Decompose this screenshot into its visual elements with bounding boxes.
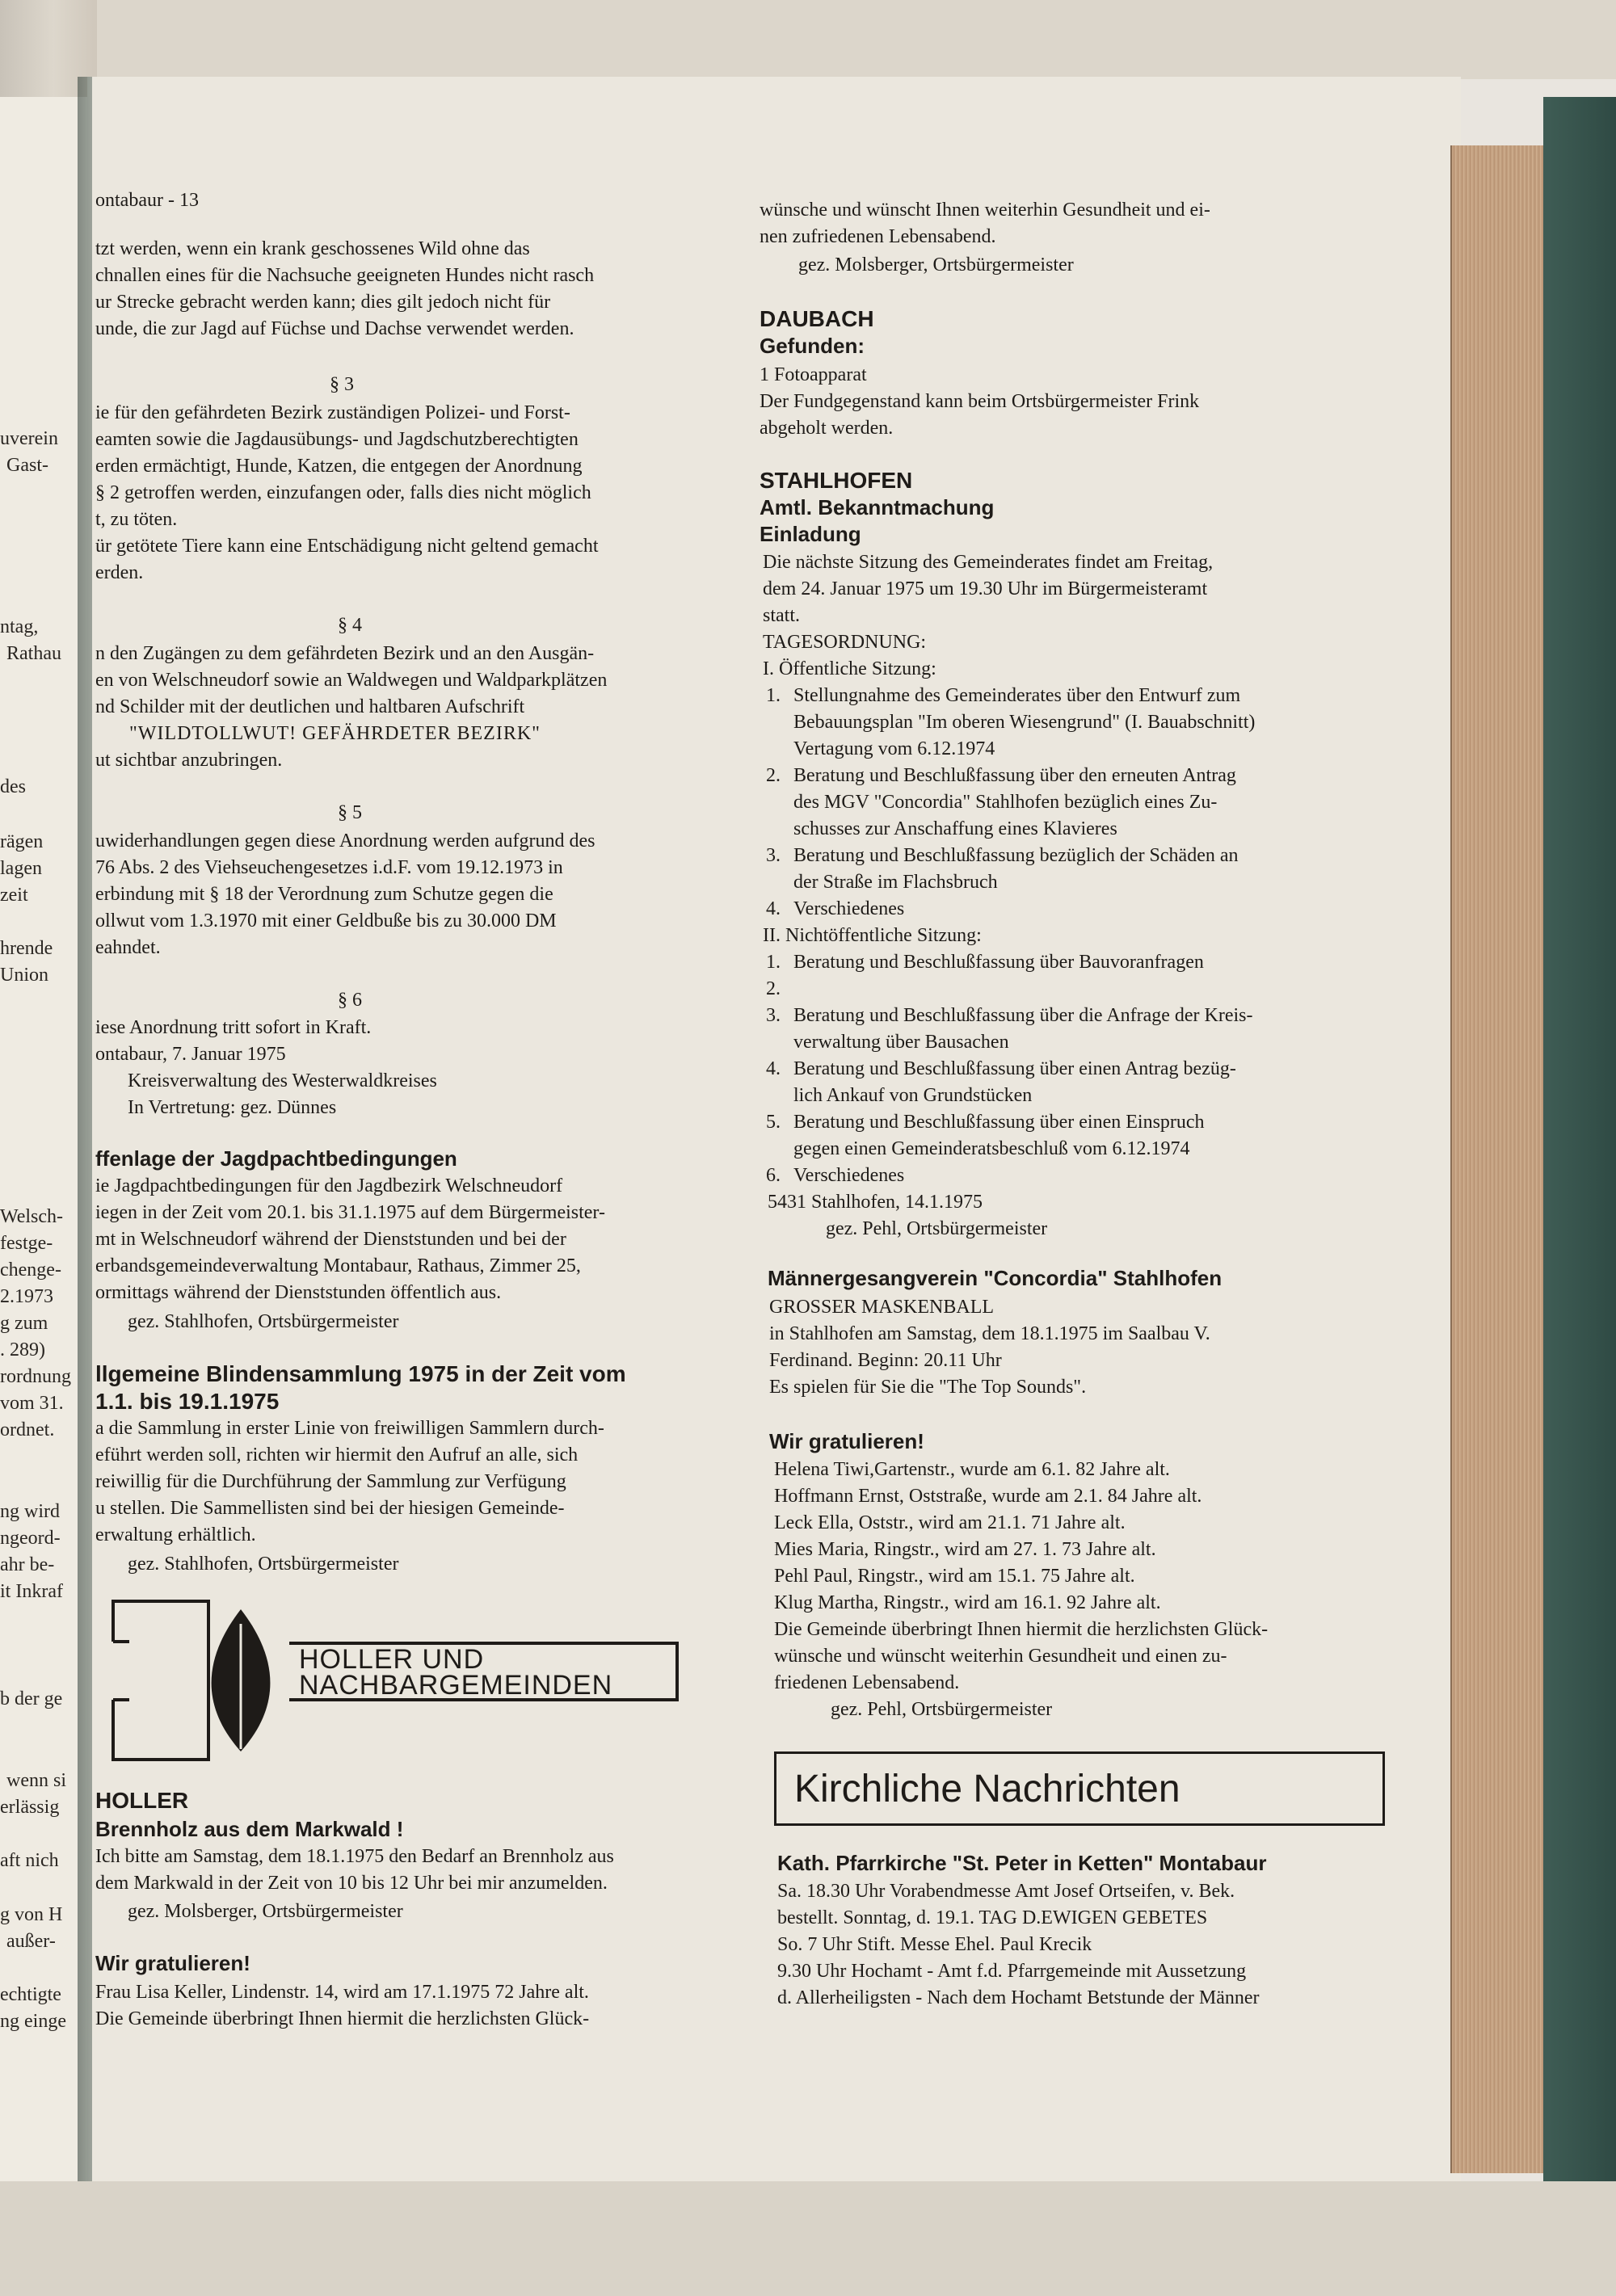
section-heading: Männergesangverein "Concordia" Stahlhofen [768,1266,1223,1290]
left-fragment: hrende [0,938,53,959]
left-fragment: zeit [0,885,28,906]
left-fragment: Union [0,965,48,986]
text-line: statt. [763,605,800,626]
text-line: Die Gemeinde überbringt Ihnen hiermit die herzlichsten Glück- [774,1619,1269,1640]
text-line: dem 24. Januar 1975 um 19.30 Uhr im Bürgermeisteramt [763,578,1208,599]
text-line: Die Gemeinde überbringt Ihnen hiermit die herzlichsten Glück- [95,2008,590,2029]
agenda-line: Verschiedenes [793,1165,905,1186]
section-heading: DAUBACH [760,306,874,331]
text-line: wünsche und wünscht weiterhin Gesundheit und einen zu- [774,1646,1227,1667]
text-line: Der Fundgegenstand kann beim Ortsbürgermeister Frink [760,391,1200,412]
text-line: Frau Lisa Keller, Lindenstr. 14, wird am 17.1.1975 72 Jahre alt. [95,1982,589,2003]
left-fragment: lagen [0,858,42,879]
text-line: in Stahlhofen am Samstag, dem 18.1.1975 im Saalbau V. [769,1323,1210,1344]
section-heading: llgemeine Blindensammlung 1975 in der Zeit vom [95,1361,626,1386]
signature: gez. Pehl, Ortsbürgermeister [831,1699,1053,1720]
text-line: Mies Maria, Ringstr., wird am 27. 1. 73 Jahre alt. [774,1539,1156,1560]
text-line: Ferdinand. Beginn: 20.11 Uhr [769,1350,1002,1371]
section-heading: ffenlage der Jagdpachtbedingungen [95,1146,457,1171]
text-line: reiwillig für die Durchführung der Sammlung zur Verfügung [95,1471,566,1492]
text-line: eamten sowie die Jagdausübungs- und Jagdschutzberechtigten [95,429,579,450]
agenda-number: 4. [766,1058,781,1079]
text-line: Helena Tiwi,Gartenstr., wurde am 6.1. 82 Jahre alt. [774,1459,1170,1480]
text-line: eführt werden soll, richten wir hiermit den Aufruf an alle, sich [95,1444,579,1465]
text-line: d. Allerheiligsten - Nach dem Hochamt Betstunde der Männer [777,1987,1260,2008]
text-line: In Vertretung: gez. Dünnes [128,1097,337,1118]
text-line: "WILDTOLLWUT! GEFÄHRDETER BEZIRK" [129,723,541,744]
agenda-line: Beratung und Beschlußfassung über einen Einspruch [793,1112,1205,1133]
agenda-number: 5. [766,1112,781,1133]
agenda-number: 2. [766,978,781,999]
text-line: dem Markwald in der Zeit von 10 bis 12 Uhr bei mir anzumelden. [95,1873,608,1894]
kirchliche-nachrichten-box [774,1751,1385,1826]
text-line: Die nächste Sitzung des Gemeinderates findet am Freitag, [763,552,1214,573]
text-line: abgeholt werden. [760,418,894,439]
left-fragment: Gast- [6,455,48,476]
text-line: erbandsgemeindeverwaltung Montabaur, Rathaus, Zimmer 25, [95,1255,581,1276]
left-fragment: rägen [0,831,44,852]
page-edges [1450,145,1549,2173]
book-cover-side [1543,97,1616,2189]
text-line: uwiderhandlungen gegen diese Anordnung werden aufgrund des [95,831,595,852]
left-fragment: ordnet. [0,1419,55,1440]
text-line: Es spielen für Sie die "The Top Sounds". [769,1377,1087,1398]
agenda-line: gegen einen Gemeinderatsbeschluß vom 6.12.1974 [793,1138,1190,1159]
left-fragment: Rathau [6,643,61,664]
holler-logo [112,1600,679,1761]
left-fragment: erlässig [0,1797,60,1818]
text-line: ut sichtbar anzubringen. [95,750,283,771]
left-fragment: b der ge [0,1688,63,1709]
text-line: TAGESORDNUNG: [763,632,927,653]
left-fragment: außer- [6,1931,56,1952]
text-line: § 2 getroffen werden, einzufangen oder, falls dies nicht möglich [95,482,591,503]
agenda-line: lich Ankauf von Grundstücken [793,1085,1033,1106]
text-line: erbindung mit § 18 der Verordnung zum Schutze gegen die [95,884,553,905]
text-line: 1 Fotoapparat [760,364,867,385]
text-line: unde, die zur Jagd auf Füchse und Dachse verwendet werden. [95,318,574,339]
text-line: ur Strecke gebracht werden kann; dies gilt jedoch nicht für [95,292,551,313]
agenda-line: Beratung und Beschlußfassung über einen Antrag bezüg- [793,1058,1236,1079]
text-line: t, zu töten. [95,509,178,530]
book-cover-top [87,0,1616,79]
agenda-line: verwaltung über Bausachen [793,1032,1009,1053]
section-heading: 1.1. bis 19.1.1975 [95,1389,280,1414]
text-line: Leck Ella, Oststr., wird am 21.1. 71 Jahre alt. [774,1512,1126,1533]
text-line: a die Sammlung in erster Linie von freiwilligen Sammlern durch- [95,1418,604,1439]
text-line: So. 7 Uhr Stift. Messe Ehel. Paul Krecik [777,1934,1092,1955]
text-line: Kreisverwaltung des Westerwaldkreises [128,1070,437,1091]
signature: gez. Molsberger, Ortsbürgermeister [128,1901,403,1922]
signature: gez. Pehl, Ortsbürgermeister [826,1218,1048,1239]
left-fragment: vom 31. [0,1393,64,1414]
text-line: 76 Abs. 2 des Viehseuchengesetzes i.d.F. vom 19.12.1973 in [95,857,563,878]
section-heading: Einladung [760,522,861,546]
section-heading: Wir gratulieren! [95,1951,250,1975]
agenda-line: der Straße im Flachsbruch [793,872,998,893]
text-line: nd Schilder mit der deutlichen und haltbaren Aufschrift [95,696,525,717]
text-line: erden. [95,562,144,583]
left-fragment: ng wird [0,1501,60,1522]
signature: gez. Molsberger, Ortsbürgermeister [798,254,1074,275]
agenda-number: 1. [766,952,781,973]
running-header: ontabaur - 13 [95,190,199,211]
agenda-line: Bebauungsplan "Im oberen Wiesengrund" (I. Bauabschnitt) [793,712,1256,733]
text-line: mt in Welschneudorf während der Dienststunden und bei der [95,1229,566,1250]
logo-title-line: NACHBARGEMEINDEN [299,1670,613,1701]
left-fragment: ng einge [0,2011,66,2032]
left-fragment: festge- [0,1233,53,1254]
text-line: friedenen Lebensabend. [774,1672,960,1693]
left-fragment: g zum [0,1313,48,1334]
text-line: ür getötete Tiere kann eine Entschädigung nicht geltend gemacht [95,536,599,557]
left-fragment: des [0,776,26,797]
left-fragment: it Inkraf [0,1581,63,1602]
agenda-line: Beratung und Beschlußfassung bezüglich der Schäden an [793,845,1239,866]
agenda-line: Beratung und Beschlußfassung über den erneuten Antrag [793,765,1236,786]
text-line: iegen in der Zeit vom 20.1. bis 31.1.1975 auf dem Bürgermeister- [95,1202,605,1223]
signature: gez. Stahlhofen, Ortsbürgermeister [128,1554,399,1575]
agenda-number: 1. [766,685,781,706]
agenda-number: 3. [766,845,781,866]
left-fragment: wenn si [6,1770,66,1791]
text-line: Klug Martha, Ringstr., wird am 16.1. 92 Jahre alt. [774,1592,1161,1613]
section-number: § 4 [338,615,362,636]
left-fragment: 2.1973 [0,1286,53,1307]
text-line: GROSSER MASKENBALL [769,1297,995,1318]
text-line: chnallen eines für die Nachsuche geeigneten Hundes nicht rasch [95,265,595,286]
left-fragment: chenge- [0,1259,61,1280]
section-number: § 3 [330,374,354,395]
text-line: Sa. 18.30 Uhr Vorabendmesse Amt Josef Ortseifen, v. Bek. [777,1881,1235,1902]
agenda-line: Verschiedenes [793,898,905,919]
text-line: 5431 Stahlhofen, 14.1.1975 [768,1192,983,1213]
section-heading: Brennholz aus dem Markwald ! [95,1817,404,1841]
section-heading: STAHLHOFEN [760,468,913,493]
agenda-line: des MGV "Concordia" Stahlhofen bezüglich eines Zu- [793,792,1218,813]
text-line: iese Anordnung tritt sofort in Kraft. [95,1017,372,1038]
left-fragment: ngeord- [0,1528,61,1549]
agenda-number: 4. [766,898,781,919]
section-heading: Gefunden: [760,334,865,358]
left-fragment: aft nich [0,1850,59,1871]
text-line: erwaltung erhältlich. [95,1524,256,1545]
text-line: II. Nichtöffentliche Sitzung: [763,925,982,946]
left-fragment: uverein [0,428,58,449]
logo-title-line: HOLLER UND [299,1644,485,1675]
text-line: ollwut vom 1.3.1970 mit einer Geldbuße bis zu 30.000 DM [95,910,557,931]
box-title: Kirchliche Nachrichten [794,1768,1180,1810]
text-line: bestellt. Sonntag, d. 19.1. TAG D.EWIGEN GEBETES [777,1907,1208,1928]
left-fragment: ahr be- [0,1554,55,1575]
text-line: 9.30 Uhr Hochamt - Amt f.d. Pfarrgemeinde mit Aussetzung [777,1961,1247,1982]
text-line: u stellen. Die Sammellisten sind bei der hiesigen Gemeinde- [95,1498,565,1519]
agenda-line: schusses zur Anschaffung eines Klavieres [793,818,1117,839]
agenda-number: 2. [766,765,781,786]
section-heading: Amtl. Bekanntmachung [760,495,995,519]
agenda-line: Beratung und Beschlußfassung über Bauvoranfragen [793,952,1204,973]
left-fragment: Welsch- [0,1206,64,1227]
text-line: tzt werden, wenn ein krank geschossenes Wild ohne das [95,238,530,259]
section-heading: HOLLER [95,1788,189,1813]
text-line: Pehl Paul, Ringstr., wird am 15.1. 75 Jahre alt. [774,1566,1135,1587]
text-line: I. Öffentliche Sitzung: [763,658,936,679]
agenda-number: 6. [766,1165,781,1186]
text-line: eahndet. [95,937,161,958]
left-fragment: echtigte [0,1984,61,2005]
text-line: nen zufriedenen Lebensabend. [760,226,996,247]
agenda-line: Beratung und Beschlußfassung über die Anfrage der Kreis- [793,1005,1253,1026]
text-line: en von Welschneudorf sowie an Waldwegen und Waldparkplätzen [95,670,608,691]
text-line: Ich bitte am Samstag, dem 18.1.1975 den Bedarf an Brennholz aus [95,1846,614,1867]
text-line: Hoffmann Ernst, Oststraße, wurde am 2.1. 84 Jahre alt. [774,1486,1202,1507]
text-line: ormittags während der Dienststunden öffentlich aus. [95,1282,502,1303]
gutter-shadow [78,77,92,2181]
section-heading: Kath. Pfarrkirche "St. Peter in Ketten" Montabaur [777,1851,1267,1875]
left-fragment: . 289) [0,1339,45,1360]
agenda-number: 3. [766,1005,781,1026]
agenda-line: Stellungnahme des Gemeinderates über den Entwurf zum [793,685,1241,706]
book-cover-bottom [0,2181,1616,2296]
section-number: § 5 [338,802,362,823]
text-line: n den Zugängen zu dem gefährdeten Bezirk und an den Ausgän- [95,643,595,664]
section-number: § 6 [338,990,362,1011]
text-line: erden ermächtigt, Hunde, Katzen, die entgegen der Anordnung [95,456,583,477]
signature: gez. Stahlhofen, Ortsbürgermeister [128,1311,399,1332]
text-line: ie Jagdpachtbedingungen für den Jagdbezirk Welschneudorf [95,1175,563,1196]
left-fragment: rordnung [0,1366,71,1387]
text-line: ontabaur, 7. Januar 1975 [95,1044,286,1065]
text-line: ie für den gefährdeten Bezirk zuständigen Polizei- und Forst- [95,402,570,423]
left-fragment: ntag, [0,616,39,637]
section-heading: Wir gratulieren! [769,1429,924,1453]
agenda-line: Vertagung vom 6.12.1974 [793,738,995,759]
text-line: wünsche und wünscht Ihnen weiterhin Gesundheit und ei- [760,200,1210,221]
left-fragment: g von H [0,1904,63,1925]
